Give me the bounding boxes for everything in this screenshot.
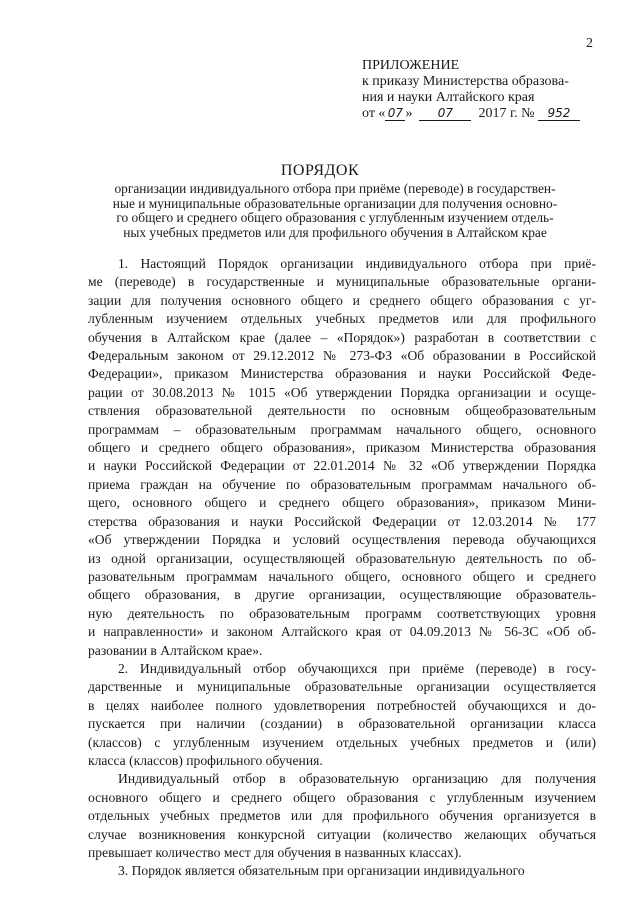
body-line: 3. Порядок является обязательным при организации индивидуального xyxy=(118,863,525,879)
body-line: (классов) с углубленным изучением отдельных учебных предметов и (или) xyxy=(88,734,596,750)
body-line: стерства образования и науки Российской Федерации от 12.03.2014 № 177 xyxy=(88,513,596,529)
appendix-title: ПРИЛОЖЕНИЕ xyxy=(362,58,460,73)
year-text: 2017 г. № xyxy=(478,106,535,121)
body-line: в целях наиболее полного удовлетворения потребностей обучающихся и до- xyxy=(88,697,596,713)
body-line: и науки Российской Федерации от 22.01.2014 № 32 «Об утверждении Порядка xyxy=(88,458,596,474)
body-line: разовании в Алтайском крае». xyxy=(88,642,263,658)
body-line: класса (классов) профильного обучения. xyxy=(88,752,323,768)
subtitle-line: ные и муниципальные образовательные организации для получения основно- xyxy=(112,195,558,211)
document-subtitle xyxy=(80,182,590,240)
body-line: приема граждан на обучение по образовательным программам начального об- xyxy=(88,476,596,492)
body-line: щего, основного общего и среднего общего образования», приказом Мини- xyxy=(88,495,596,511)
body-line: ме (переводе) в государственные и муниципальные образовательные органи- xyxy=(88,274,596,290)
body-line: и направленности» и законом Алтайского края от 04.09.2013 № 56-ЗС «Об об- xyxy=(88,624,596,640)
body-line: пускается при наличии (создании) в образовательной организации класса xyxy=(88,716,596,732)
body-line: программам – образовательным программам начального общего, основного xyxy=(88,421,596,437)
body-line: ную деятельность по образовательным программ соответствующих уровня xyxy=(88,605,596,621)
body-line: 1. Настоящий Порядок организации индивидуального отбора при приё- xyxy=(118,256,596,271)
body-line: обучения в Алтайском крае (далее – «Порядок») разработан в соответствии с xyxy=(88,329,596,345)
body-line: 2. Индивидуальный отбор обучающихся при приёме (переводе) в госу- xyxy=(118,660,596,676)
handwritten-number: 952 xyxy=(538,107,580,121)
body-line: общего образования, в другие организации, осуществляющие образователь- xyxy=(88,587,596,603)
body-line: лубленным изучением отдельных учебных предметов или для профильного xyxy=(88,311,596,327)
page-number: 2 xyxy=(586,36,593,51)
body-line: из одной организации, осуществляющей образовательную деятельность по об- xyxy=(88,550,596,566)
body-line: «Об утверждении Порядка и условий осуществления перевода обучающихся xyxy=(88,532,596,548)
appendix-line-2: ния и науки Алтайского края xyxy=(362,90,535,105)
handwritten-month: 07 xyxy=(419,107,471,121)
body-line: Федерации», приказом Министерства образования и науки Российской Феде- xyxy=(88,366,596,382)
body-line: зации для получения основного общего и среднего общего образования с уг- xyxy=(88,292,596,308)
date-prefix: от « xyxy=(362,106,386,121)
body-line: ствления образовательной деятельности по основным общеобразовательным xyxy=(88,403,596,419)
document-body xyxy=(88,255,596,881)
body-line: превышает количество мест для обучения в названных классах). xyxy=(88,845,462,860)
appendix-line-1: к приказу Министерства образова- xyxy=(362,74,569,89)
body-line: основного общего и среднего общего образования с углубленным изучением xyxy=(88,789,596,805)
appendix-block xyxy=(362,58,602,122)
appendix-date-line xyxy=(362,106,602,122)
body-line: разовательным программам начального общего, основного общего и среднего xyxy=(88,568,596,584)
body-line: Индивидуальный отбор в образовательную организацию для получения xyxy=(118,771,596,787)
body-line: отдельных учебных предметов или для профильного обучения организуется в xyxy=(88,808,596,824)
subtitle-line: организации индивидуального отбора при приёме (переводе) в государствен- xyxy=(114,181,556,196)
document-title: ПОРЯДОК xyxy=(280,162,360,179)
body-line: общего и среднего общего образования», приказом Министерства образования xyxy=(88,440,596,456)
body-line: случае возникновения конкурсной ситуации (количество желающих обучаться xyxy=(88,826,596,842)
body-line: дарственные и муниципальные образовательные организации осуществляется xyxy=(88,679,596,695)
body-line: рации от 30.08.2013 № 1015 «Об утверждении Порядка организации и осуще- xyxy=(88,384,596,400)
date-mid: » xyxy=(405,106,413,121)
handwritten-day: 07 xyxy=(385,107,405,121)
subtitle-line: го общего и среднего общего образования с углубленным изучением отдель- xyxy=(116,210,554,226)
body-line: Федеральным законом от 29.12.2012 № 273-ФЗ «Об образовании в Российской xyxy=(88,348,596,364)
subtitle-line: ных учебных предметов или для профильного обучения в Алтайском крае xyxy=(123,224,547,240)
